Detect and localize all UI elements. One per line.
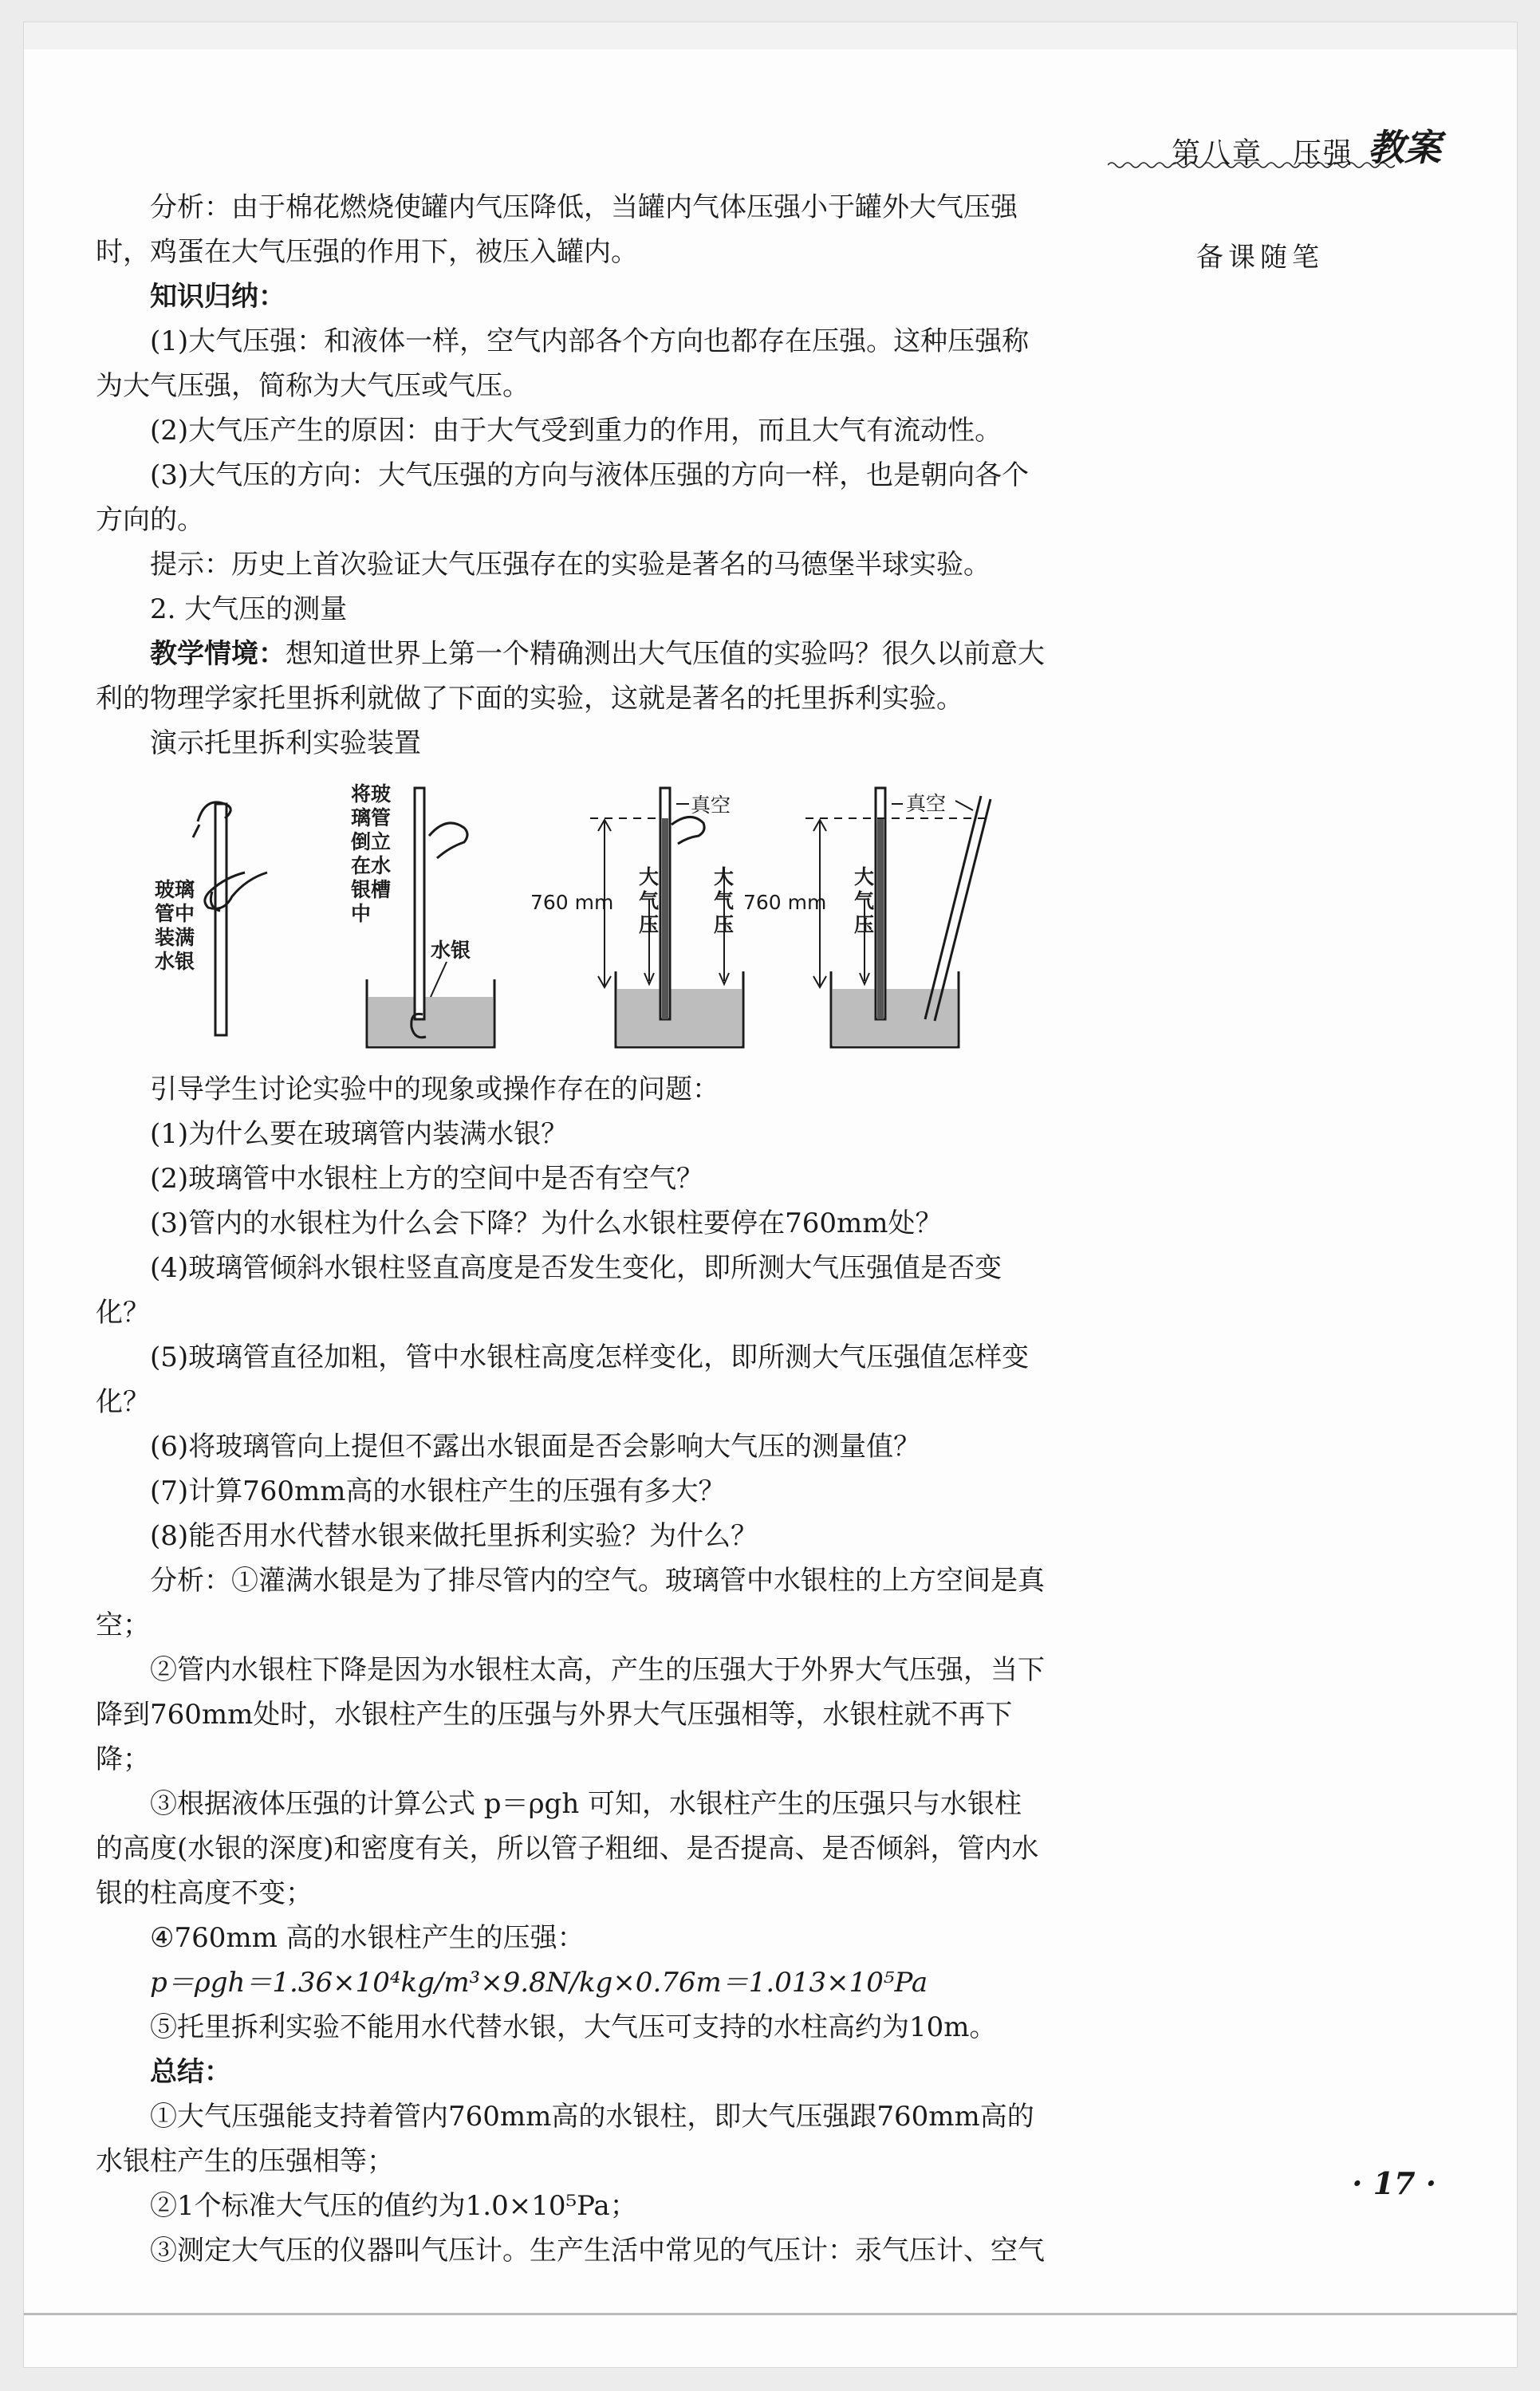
question: (3)管内的水银柱为什么会下降？为什么水银柱要停在760mm处？ <box>150 1207 943 1239</box>
paragraph: 提示：历史上首次验证大气压强存在的实验是著名的马德堡半球实验。 <box>150 549 991 581</box>
page-header <box>1172 116 1441 171</box>
fig4-height-label: 760 mm <box>743 891 827 914</box>
paragraph: 引导学生讨论实验中的现象或操作存在的问题： <box>150 1073 719 1105</box>
paragraph: 分析：由于棉花燃烧使罐内气压降低，当罐内气体压强小于罐外大气压强时，鸡蛋在大气压强的作用下，被压入罐内。 <box>96 191 1018 268</box>
paragraph: (1)大气压强：和液体一样，空气内部各个方向也都存在压强。这种压强称为大气压强，简称为大气压或气压。 <box>96 325 1030 402</box>
paragraph: (3)大气压的方向：大气压强的方向与液体压强的方向一样，也是朝向各个方向的。 <box>96 459 1030 536</box>
fig2-mercury-label: 水银 <box>431 939 471 962</box>
torricelli-diagram <box>96 772 1045 1059</box>
analysis: ③根据液体压强的计算公式 p＝ρgh 可知，水银柱产生的压强只与水银柱的高度(水银的深度)和密度有关，所以管子粗细、是否提高、是否倾斜，管内水银的柱高度不变； <box>96 1788 1039 1909</box>
fig4-atm-label: 大 <box>854 865 875 888</box>
section-heading: 总结： <box>150 2056 231 2088</box>
fig3-atm-label: 气 <box>639 889 660 912</box>
fig4-vacuum-label: 真空 <box>906 792 947 815</box>
fig2-label-line: 璃管 <box>351 806 392 829</box>
fig1-tube-filling <box>193 802 267 1035</box>
scan-top-strip <box>24 22 1517 49</box>
question: (4)玻璃管倾斜水银柱竖直高度是否发生变化，即所测大气压强值是否变化？ <box>96 1252 1002 1329</box>
fig3-height-label: 760 mm <box>530 891 614 914</box>
formula: p＝ρgh＝1.36×10⁴kg/m³×9.8N/kg×0.76m＝1.013×10⁵Pa <box>150 1967 928 1999</box>
fig2-label-line: 中 <box>351 902 372 925</box>
page-number: · 17 · <box>1352 2165 1436 2201</box>
question: (7)计算760mm高的水银柱产生的压强有多大？ <box>150 1475 726 1507</box>
fig2-label-line: 将玻 <box>351 782 392 806</box>
brand-title: 教案 <box>1368 126 1441 169</box>
question: (1)为什么要在玻璃管内装满水银？ <box>150 1118 569 1150</box>
torricelli-figure <box>96 772 1045 1059</box>
fig1-label-line: 管中 <box>155 902 195 925</box>
margin-notes-label: 备课随笔 <box>1196 242 1324 274</box>
paragraph: 演示托里拆利实验装置 <box>150 727 421 759</box>
fig3-atm-label: 大 <box>639 865 660 888</box>
analysis: ⑤托里拆利实验不能用水代替水银，大气压可支持的水柱高约为10m。 <box>150 2011 997 2043</box>
summary-item: ①大气压强能支持着管内760mm高的水银柱，即大气压强跟760mm高的水银柱产生的压强相等； <box>96 2101 1034 2177</box>
fig1-label-line: 装满 <box>155 926 195 949</box>
question: (6)将玻璃管向上提但不露出水银面是否会影响大气压的测量值？ <box>150 1431 921 1463</box>
chapter-title: 第八章 压强 <box>1171 137 1353 170</box>
main-content <box>96 185 1045 2273</box>
fig1-label-line: 水银 <box>155 950 195 973</box>
fig2-label-line: 倒立 <box>351 830 392 853</box>
inline-label: 教学情境： <box>150 638 286 670</box>
summary-item: ③测定大气压的仪器叫气压计。生产生活中常见的气压计：汞气压计、空气 <box>150 2235 1045 2267</box>
analysis: 分析：①灌满水银是为了排尽管内的空气。玻璃管中水银柱的上方空间是真空； <box>96 1565 1045 1641</box>
fig2-label-line: 银槽 <box>351 878 392 901</box>
paragraph <box>96 632 1045 721</box>
fig3-atm-label: 压 <box>714 913 735 936</box>
summary-item: ②1个标准大气压的值约为1.0×10⁵Pa； <box>150 2190 637 2222</box>
subsection-title: 2. 大气压的测量 <box>150 593 348 625</box>
fig4-atm-label: 压 <box>854 913 875 936</box>
question: (5)玻璃管直径加粗，管中水银柱高度怎样变化，即所测大气压强值怎样变化？ <box>96 1341 1030 1418</box>
question: (2)玻璃管中水银柱上方的空间中是否有空气？ <box>150 1163 704 1195</box>
paragraph: (2)大气压产生的原因：由于大气受到重力的作用，而且大气有流动性。 <box>150 415 1002 447</box>
fig4-tilted-tube <box>805 788 991 1047</box>
fig2-label-line: 在水 <box>351 854 392 877</box>
analysis: ④760mm 高的水银柱产生的压强： <box>150 1922 585 1954</box>
fig3-atm-label: 大 <box>714 865 735 888</box>
fig4-atm-label: 气 <box>854 889 875 912</box>
fig1-label-line: 玻璃 <box>155 878 195 901</box>
analysis: ②管内水银柱下降是因为水银柱太高，产生的压强大于外界大气压强，当下降到760mm处时，水银柱产生的压强与外界大气压强相等，水银柱就不再下降； <box>96 1654 1045 1775</box>
fig3-atm-label: 气 <box>714 889 735 912</box>
fig3-vacuum-label: 真空 <box>691 794 731 817</box>
scan-bottom-edge <box>24 2313 1517 2315</box>
section-heading: 知识归纳： <box>150 281 286 313</box>
question: (8)能否用水代替水银来做托里拆利实验？为什么？ <box>150 1520 758 1552</box>
inline-text: 想知道世界上第一个精确测出大气压值的实验吗？很久以前意大利的物理学家托里拆利就做了下面的实验，这就是著名的托里拆利实验。 <box>96 638 1045 715</box>
fig3-atm-label: 压 <box>639 913 660 936</box>
